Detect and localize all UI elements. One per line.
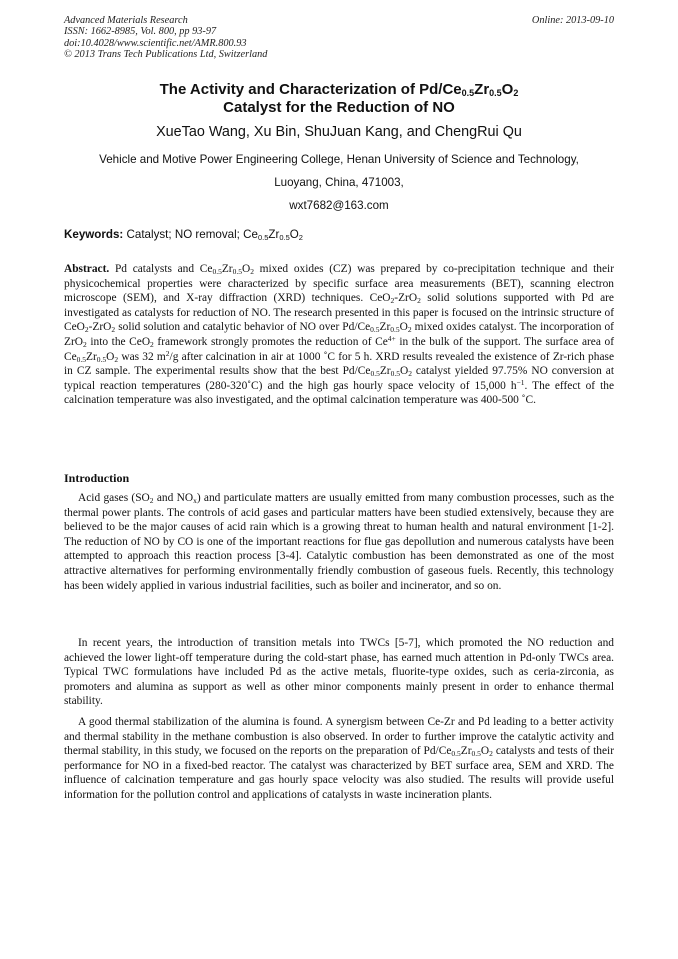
abstract-text: Zr: [379, 321, 391, 334]
subscript: 2: [298, 233, 303, 242]
subscript: 2: [250, 267, 254, 276]
subscript: 0.5: [471, 749, 481, 759]
abstract-text: solid solution and catalytic behavior of NO over Pd/Ce: [115, 321, 371, 334]
subscript: 2: [114, 354, 119, 364]
abstract-text: -ZrO: [394, 292, 418, 305]
abstract-text: /g after calcination in air at 1000 ˚C for 5 h. XRD results revealed the existence of Zr-rich phase in CZ sample. The experimental results show that the best Pd/Ce: [64, 350, 614, 378]
title-text: O: [501, 81, 514, 98]
title-text: The Activity and Characterization of Pd/Ce: [159, 81, 462, 98]
subscript: 0.5: [212, 267, 222, 276]
paragraph-text: Acid gases (SO: [78, 492, 150, 504]
abstract-text: O: [399, 365, 409, 378]
subscript: 0.5: [370, 369, 380, 379]
paragraph-text: catalysts and tests of their performance for NO in a fixed-bed reactor. The catalyst was characterized by BET surface area, SEM and XRD. The influence of calcination temperature and gas hourly space velocity was also studied. The results will provide useful information for the pollution control and applications of catalysts in waste incineration plants.: [64, 745, 614, 801]
abstract-text: Zr: [379, 365, 391, 378]
subscript: 2: [408, 369, 412, 379]
author-list: XueTao Wang, Xu Bin, ShuJuan Kang, and ChengRui Qu: [156, 124, 522, 140]
subscript: 2: [390, 296, 395, 306]
abstract-text: catalyst yielded 97.75% NO conversion at typical reaction temperatures (280-320˚C) and the high gas hourly space velocity of 15,000 h: [64, 365, 614, 392]
subscript: 0.5: [257, 233, 269, 242]
title-line-2: Catalyst for the Reduction of NO: [223, 99, 455, 116]
subscript: 0.5: [279, 233, 290, 242]
issn-line: ISSN: 1662-8985, Vol. 800, pp 93-97: [64, 26, 217, 38]
subscript: 0.5: [370, 325, 380, 335]
affiliation-line-1: Vehicle and Motive Power Engineering College, Henan University of Science and Technology,: [99, 153, 579, 166]
abstract-text: O: [399, 321, 408, 334]
subscript: 2: [489, 749, 493, 759]
abstract-text: . The effect of the calcination temperature was also investigated, and the optimal calcination temperature was 400-500 ˚C.: [64, 379, 614, 407]
abstract-text: -ZrO: [88, 321, 112, 334]
title-line-1: [64, 81, 614, 99]
subscript: x: [193, 496, 197, 505]
superscript: −1: [516, 377, 525, 387]
paragraph-text: A good thermal stabilization of the alumina is found. A synergism between Ce-Zr and Pd leading to a better activity and thermal stability in the methane combustion is also observed. In order to further improve the catalytic activity and thermal stability, in this study, we focused on the reports on the preparation of Pd/Ce: [64, 716, 614, 758]
subscript: 0.5: [96, 354, 107, 364]
subscript: 2: [150, 339, 154, 349]
intro-paragraph-1: [64, 491, 614, 593]
abstract-text: was 32 m: [118, 350, 166, 363]
subscript: 0.5: [451, 749, 461, 759]
keywords-text: O: [289, 228, 299, 241]
subscript: 2: [407, 325, 412, 335]
abstract-label: Abstract.: [64, 263, 110, 275]
keywords-text: Zr: [268, 228, 280, 241]
author-email[interactable]: wxt7682@163.com: [289, 198, 389, 212]
abstract-text: framework strongly promotes the reduction of Ce: [153, 335, 388, 348]
paragraph-text: Zr: [460, 745, 472, 758]
paragraph-text: ) and particulate matters are usually emitted from many combustion processes, such as the thermal power plants. The controls of acid gases and particular matters have been studied extensively, because they are believed to be the major causes of acid rain which is a growing threat to human health and natural environment [1-2]. The reduction of NO by CO is one of the important reactions for flue gas depollution and numerous catalysts have been attempted to approach this reaction process [3-4]. Catalytic combustion has been demonstrated as one of the most attractive alternatives for performing environmentally friendly combustion of gaseous fuels. Recently, this technology has been widely applied in various industrial facilities, such as boiler and incinerator, and so on.: [64, 492, 615, 592]
journal-name: Advanced Materials Research: [64, 15, 188, 26]
abstract-text: mixed oxides catalyst. The incorporation of ZrO: [64, 321, 614, 348]
keywords-label: Keywords:: [64, 228, 124, 241]
subscript: 0.5: [390, 369, 400, 379]
abstract-text: mixed oxides (CZ) was prepared by co-precipitation technique and their physicochemical properties were characterized by specific surface area measurements (BET), scanning electron microscope (SEM), and X-ray diffraction (XRD) techniques. CeO: [64, 263, 614, 305]
paragraph-text: O: [480, 745, 490, 758]
paragraph-text: and NO: [153, 492, 194, 504]
journal-header: [64, 15, 614, 61]
subscript: 0.5: [232, 267, 242, 276]
abstract-text: Pd catalysts and Ce: [109, 263, 213, 275]
superscript: 4+: [387, 333, 396, 343]
doi-line[interactable]: doi:10.4028/www.scientific.net/AMR.800.93: [64, 37, 247, 49]
keywords-text: Catalyst; NO removal; Ce: [123, 228, 258, 241]
affiliation-line-2: Luoyang, China, 471003,: [274, 175, 404, 189]
subscript: 2: [84, 325, 89, 335]
affiliation: [64, 149, 614, 217]
title-text: Zr: [474, 81, 490, 98]
paper-title: [64, 81, 614, 117]
keywords: [64, 228, 614, 241]
copyright-line: © 2013 Trans Tech Publications Ltd, Switzerland: [64, 49, 268, 61]
abstract-text: into the CeO: [86, 335, 151, 348]
intro-paragraph-2: In recent years, the introduction of transition metals into TWCs [5-7], which promoted the NO reduction and achieved the lower light-off temperature during the cold-start phase, has earned much attention in Pd-only TWCs area. Typical TWC formulations have included Pd as the active metals, fluorite-type oxides, such as ceria-zirconia, as promoters and alumina as support as well as other minor components mainly present in order to enhance thermal stability.: [64, 637, 614, 708]
abstract-text: O: [241, 263, 251, 275]
abstract-text: Zr: [221, 263, 233, 275]
superscript: 2: [165, 348, 170, 358]
title-subscript: 0.5: [461, 88, 475, 98]
abstract: [64, 262, 614, 408]
abstract-text: O: [106, 350, 115, 363]
intro-paragraph-3: [64, 715, 614, 803]
subscript: 2: [111, 325, 116, 335]
subscript: 0.5: [76, 354, 87, 364]
subscript: 2: [149, 496, 154, 505]
title-subscript: 2: [513, 88, 519, 98]
introduction-heading: Introduction: [64, 471, 130, 485]
abstract-text: in the bulk of the support. The surface area of Ce: [64, 335, 614, 363]
abstract-text: solid solutions supported with Pd are investigated as catalysts for reduction of NO. The research presented in this paper is focused on the intrinsic structure of CeO: [64, 292, 614, 334]
online-date: Online: 2013-09-10: [531, 15, 614, 26]
subscript: 2: [417, 296, 421, 306]
subscript: 0.5: [390, 325, 400, 335]
subscript: 2: [82, 339, 87, 349]
abstract-text: Zr: [86, 350, 97, 363]
title-subscript: 0.5: [489, 88, 502, 98]
